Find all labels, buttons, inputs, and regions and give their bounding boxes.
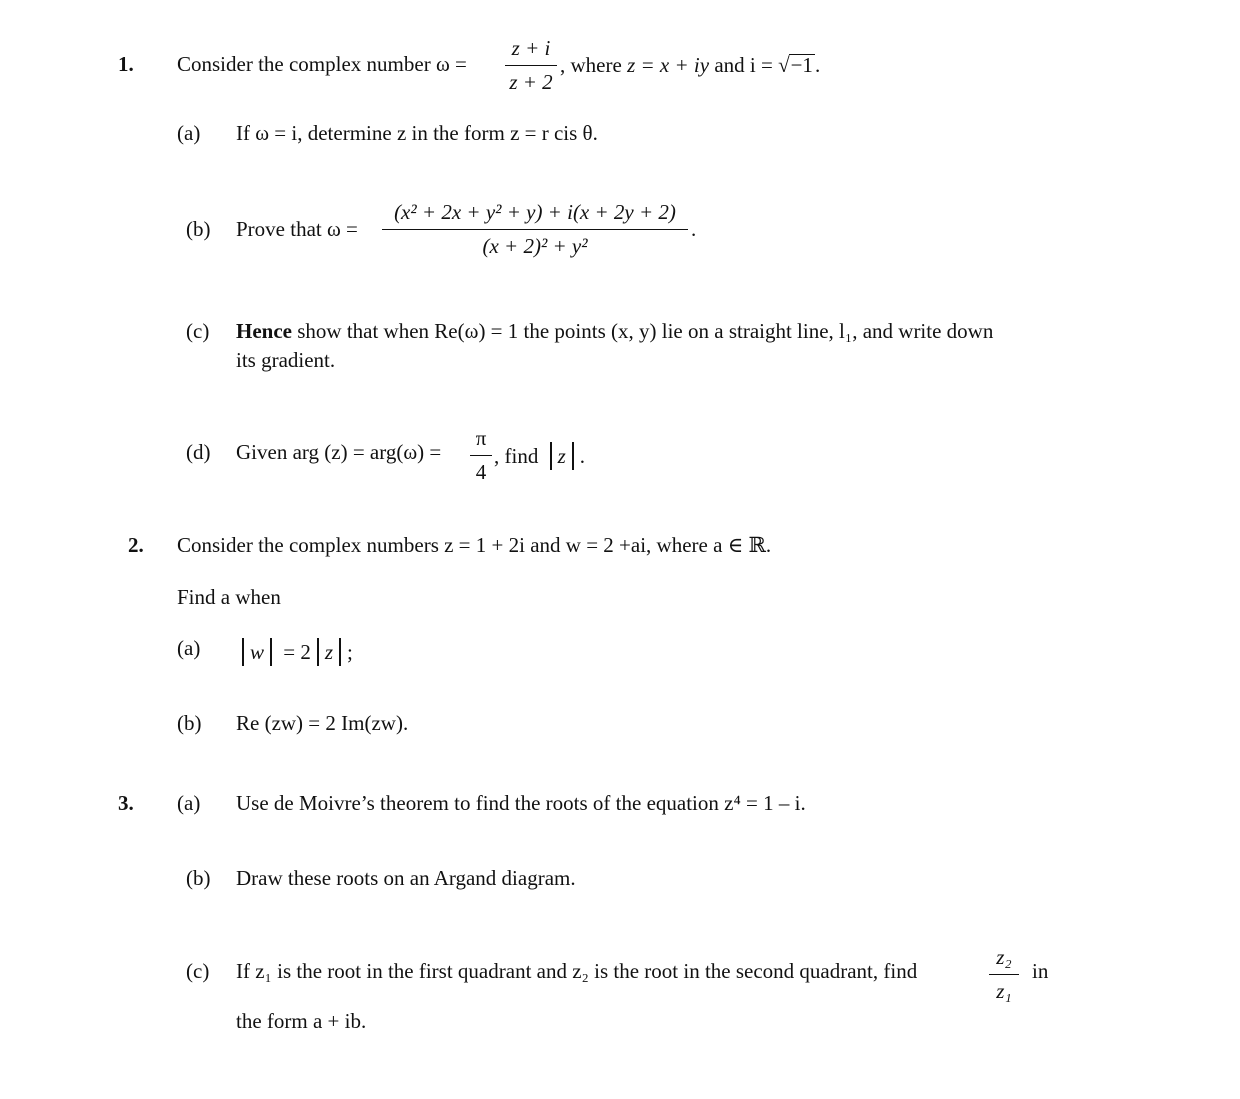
q1-part-c-label: (c) [186, 319, 210, 343]
q1-part-c-text: show that when Re(ω) = 1 the points (x, y) lie on a straight line, l₁, and write down [297, 319, 994, 343]
q3-part-c-text: If z₁ is the root in the first quadrant and z₂ is the root in the second quadrant, find [236, 959, 918, 983]
q1-part-a-label: (a) [177, 121, 201, 145]
q1-part-d-abs-var: z [557, 444, 566, 468]
question-2-find: Find a when [177, 585, 281, 609]
q1-stem-frac-numerator: z + i [511, 36, 551, 60]
q3-part-a-text: Use de Moivre’s theorem to find the roots of the equation z⁴ = 1 – i. [236, 791, 806, 815]
q3-part-c-numerator: z₂ [996, 945, 1012, 969]
q2-part-a-mid: = 2 [283, 640, 311, 664]
q1-stem-end: . [814, 53, 821, 77]
q1-stem-z-def: z = x + iy [627, 53, 710, 77]
q1-part-b-fraction [382, 202, 688, 257]
q2-part-b-text: Re (zw) = 2 Im(zw). [236, 711, 409, 735]
q2-part-a-abs-z: z [324, 640, 334, 664]
q1-part-c-line1 [236, 321, 993, 342]
question-3-number: 3. [118, 791, 134, 815]
q3-part-b-text: Draw these roots on an Argand diagram. [236, 866, 576, 890]
q2-part-a-end: ; [347, 640, 353, 664]
q3-part-c-denominator: z₁ [996, 979, 1012, 1003]
q1-part-d-label: (d) [186, 440, 211, 464]
q1-stem-and: and i = [714, 53, 773, 77]
q2-part-a-label: (a) [177, 636, 201, 660]
q1-stem-where: , where [560, 53, 622, 77]
q1-part-a-text: If ω = i, determine z in the form z = r cis θ. [236, 121, 598, 145]
q1-part-d-numerator: π [475, 426, 487, 450]
question-2-number: 2. [128, 533, 144, 557]
q3-part-c-in: in [1032, 959, 1049, 983]
q2-part-b-label: (b) [177, 711, 202, 735]
q1-stem-sqrt-arg: −1 [790, 53, 813, 77]
q3-part-c-line2: the form a + ib. [236, 1009, 367, 1033]
q1-part-b-text: Prove that ω = [236, 217, 358, 241]
question-2-stem: Consider the complex numbers z = 1 + 2i and w = 2 +ai, where a ∈ ℝ. [177, 533, 772, 557]
q3-part-b-label: (b) [186, 866, 211, 890]
q3-part-a-label: (a) [177, 791, 201, 815]
q1-stem-tail: , where z = x + iy and i = √−1. [560, 53, 821, 77]
q1-part-d-fraction [470, 428, 492, 483]
q1-stem-fraction [505, 38, 557, 93]
q1-part-c-line2: its gradient. [236, 348, 336, 372]
q1-stem-intro: Consider the complex number ω = [177, 52, 467, 76]
q1-part-b-label: (b) [186, 217, 211, 241]
q1-part-d-tail [494, 442, 585, 470]
q1-part-b-denominator: (x + 2)² + y² [482, 234, 588, 258]
q3-part-c-label: (c) [186, 959, 210, 983]
question-1-stem [177, 54, 467, 75]
q1-part-d-find: , find [494, 444, 539, 468]
q2-part-a-text [236, 638, 353, 666]
q1-part-d-end: . [579, 444, 586, 468]
q1-part-b-end: . [691, 217, 697, 241]
q1-stem-frac-denominator: z + 2 [509, 70, 553, 94]
question-1-number: 1. [118, 52, 134, 76]
q1-part-d-text: Given arg (z) = arg(ω) = [236, 440, 442, 464]
q2-part-a-abs-w: w [250, 640, 265, 664]
q3-part-c-fraction [989, 947, 1019, 1002]
q1-part-c-bold: Hence [236, 319, 292, 343]
q1-part-b-numerator: (x² + 2x + y² + y) + i(x + 2y + 2) [394, 200, 676, 224]
q1-part-d-denominator: 4 [475, 460, 487, 484]
